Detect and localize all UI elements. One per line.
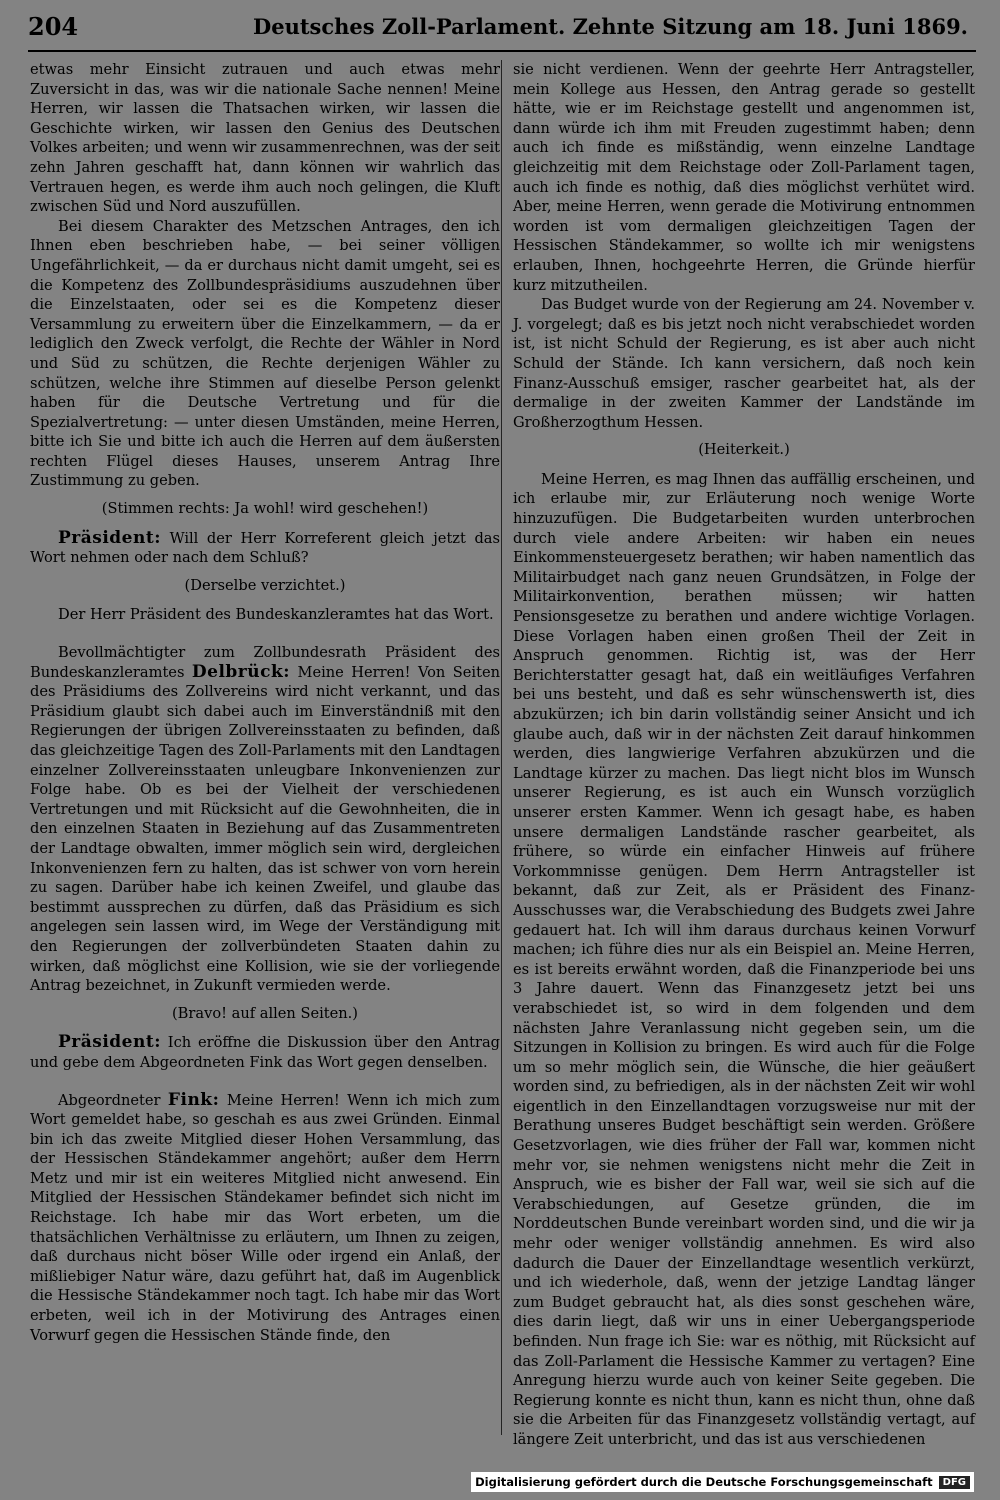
paragraph-text: Das Budget wurde von der Regierung am 24. November v. J. vorgelegt; daß es bis jetzt noch nicht verabschiedet worden ist, ist nicht Schuld der Regierung, es ist aber auch nicht Schuld der Stände. Ich kann versichern, daß noch kein Finanz-Ausschuß emsiger, rascher gearbeitet hat, als der dermalige in der zweiten Kammer der Landstände im Großherzogthum Hessen.: [513, 296, 975, 431]
right-column: [513, 60, 975, 1450]
speaker-name: Delbrück:: [191, 661, 291, 682]
paragraph: [30, 529, 500, 568]
running-title: Deutsches Zoll-Parlament. Zehnte Sitzung am 18. Juni 1869.: [253, 14, 968, 39]
paragraph-text: Meine Herren! Wenn ich mich zum Wort gemeldet habe, so geschah es aus zwei Gründen. Einmal bin ich das zweite Mitglied dieser Hohen Versammlung, das der Hessischen Ständekammer angehört; außer dem Herrn Metz und mir ist ein weiteres Mitglied nicht anwesend. Ein Mitglied der Hessischen Ständekamer befindet sich nicht im Reichstage. Ich habe mir das Wort erbeten, um die thatsächlichen Verhältnisse zu erläutern, um Ihnen zu zeigen, daß durchaus nicht böser Wille oder irgend ein Anlaß, der mißliebiger Natur wäre, dazu geführt hat, daß im Augenblick die Hessische Ständekammer noch tagt. Ich habe mir das Wort erbeten, weil ich in der Motivirung des Antrages einen Vorwurf gegen die Hessischen Stände finde, den: [30, 1091, 500, 1344]
speaker-title: Bevollmächtigter zum Zollbundesrath Präsident des Bundeskanzleramtes: [30, 644, 500, 681]
paragraph-text: Meine Herren! Von Seiten des Präsidiums des Zollvereins wird nicht verkannt, und das Präsidium glaubt sich dabei auch im Einverständniß mit den Regierungen der übrigen Zollvereinsstaaten zu befinden, daß das gleichzeitige Tagen des Zoll-Parlaments mit den Landtagen einzelner Zollvereinsstaaten unleugbare Inkonvenienzen zur Folge habe. Ob es bei der Vielheit der verschiedenen Vertretungen und mit Rücksicht auf die Gewohnheiten, die in den einzelnen Staaten in Beziehung auf das Zusammentreten der Landtage obwalten, immer möglich sein wird, dergleichen Inkonvenienzen fern zu halten, das ist schwer von vorn herein zu sagen. Darüber habe ich keinen Zweifel, und glaube das bestimmt aussprechen zu dürfen, daß das Präsidium es sich angelegen sein lassen wird, im Wege der Verständigung mit den Regierungen der zollverbündeten Staaten dahin zu wirken, daß möglichst eine Kollision, wie sie der vorliegende Antrag bezeichnet, in Zukunft vermieden werde.: [30, 663, 500, 995]
left-column: [30, 60, 500, 1345]
paragraph: [30, 217, 500, 491]
footer-credit: [471, 1472, 974, 1492]
paragraph: [513, 470, 975, 1450]
page-header: [28, 12, 976, 46]
paragraph-text: (Derselbe verzichtet.): [184, 576, 346, 594]
paragraph: [30, 605, 500, 625]
paragraph-text: sie nicht verdienen. Wenn der geehrte Herr Antragsteller, mein Kollege aus Hessen, den Antrag gerade so gestellt hätte, wie er im Reichstage gestellt und angenommen ist, dann würde ich ihm mit Freuden zugestimmt haben; denn auch ich finde es mißständig, wenn einzelne Landtage gleichzeitig mit dem Reichstage oder Zoll-Parlament tagen, auch ich finde es nothig, daß dies möglichst verhütet wird. Aber, meine Herren, wenn gerade die Motivirung entnommen worden ist vom dermaligen gleichzeitigen Tagen der Hessischen Ständekammer, so wollte ich mir wenigstens erlauben, Ihnen, hochgeehrte Herren, die Gründe hierfür kurz mitzutheilen.: [513, 61, 975, 294]
paragraph-text: etwas mehr Einsicht zutrauen und auch etwas mehr Zuversicht in das, was wir die nationale Sache nennen! Meine Herren, wir lassen die Thatsachen wirken, wir lassen die Geschichte wirken, wir lassen den Genius des Deutschen Volkes arbeiten; und wenn wir zusammenrechnen, was der seit zehn Jahren geschafft hat, dann können wir wahrlich das Vertrauen hegen, es werde ihm auch noch gelingen, die Kluft zwischen Süd und Nord auszufüllen.: [30, 61, 500, 216]
paragraph: [513, 60, 975, 295]
page-number: 204: [28, 12, 79, 41]
paragraph-text: (Heiterkeit.): [698, 441, 790, 459]
paragraph-text: (Bravo! auf allen Seiten.): [171, 1004, 358, 1022]
speaker-name: Präsident:: [58, 527, 161, 548]
stage-direction: [30, 1004, 500, 1024]
speaker-title: Abgeordneter: [58, 1091, 168, 1109]
header-rule: [28, 50, 976, 52]
dfg-logo-icon: DFG: [939, 1476, 970, 1489]
stage-direction: [513, 440, 975, 460]
stage-direction: [30, 499, 500, 519]
paragraph: [30, 643, 500, 996]
paragraph-text: Bei diesem Charakter des Metzschen Antrages, den ich Ihnen eben beschrieben habe, — bei seiner völligen Ungefährlichkeit, — da er durchaus nicht damit umgeht, sei es die Kompetenz des Zollbundespräsidiums auszudehnen über die Einzelstaaten, oder sei es die Kompetenz dieser Versammlung zu erweitern über die Einzelkammern, — da er lediglich den Zweck verfolgt, die Rechte der Wähler in Nord und Süd zu schützen, die Rechte derjenigen Wähler zu schützen, welche ihre Stimmen auf dieselbe Person gelenkt haben für die Deutsche Vertretung und für die Spezialvertretung: — unter diesen Umständen, meine Herren, bitte ich Sie und bitte ich auch die Herren auf dem äußersten rechten Flügel dieses Hauses, unserem Antrag Ihre Zustimmung zu geben.: [30, 217, 500, 490]
paragraph: [30, 60, 500, 217]
speaker-name: Fink:: [167, 1089, 220, 1110]
stage-direction: [30, 576, 500, 596]
paragraph-text: Ich eröffne die Diskussion über den Antrag und gebe dem Abgeordneten Fink das Wort gegen denselben.: [30, 1034, 500, 1071]
paragraph-text: (Stimmen rechts: Ja wohl! wird geschehen!): [101, 500, 429, 518]
paragraph-text: Will der Herr Korreferent gleich jetzt das Wort nehmen oder nach dem Schluß?: [30, 529, 500, 567]
paragraph: [30, 1033, 500, 1072]
paragraph-text: Meine Herren, es mag Ihnen das auffällig erscheinen, und ich erlaube mir, zur Erläuterung noch wenige Worte hinzuzufügen. Die Budgetarbeiten wurden unterbrochen durch viele andere Arbeiten: wir haben ein neues Einkommensteuergesetz berathen; wir haben namentlich das Militairbudget nach ganz neuen Grundsätzen, in Folge der Militairkonvention, berathen müssen; wir hatten Pensionsgesetze zu berathen und andere wichtige Vorlagen. Diese Vorlagen haben einen großen Theil der Zeit in Anspruch genommen. Richtig ist, was der Herr Berichterstatter gesagt hat, daß ein weitläufiges Verfahren bei uns besteht, und daß es sehr wünschenswerth ist, dies abzukürzen; ich bin darin vollständig seiner Ansicht und ich glaube auch, daß wir in der nächsten Zeit darauf hinkommen werden, dies langwierige Verfahren abzukürzen und die Landtage kürzer zu machen. Das liegt nicht blos im Wunsch unserer Regierung, es ist auch ein Wunsch vorzüglich unserer ersten Kammer. Wenn ich gesagt habe, es haben unsere dermaligen Landstände rascher gearbeitet, als frühere, so würde ein einfacher Hinweis auf frühere Vorkommnisse genügen. Dem Herrn Antragsteller ist bekannt, daß zur Zeit, als er Präsident des Finanz-Ausschusses war, die Verabschiedung des Budgets zwei Jahre gedauert hat. Ich will ihm daraus durchaus keinen Vorwurf machen; ich führe dies nur als ein Beispiel an. Meine Herren, es ist bereits erwähnt worden, daß die Finanzperiode bei uns 3 Jahre dauert. Wenn das Finanzgesetz jetzt bei uns verabschiedet ist, so wird in dem folgenden und dem nächsten Jahre Veranlassung nicht gegeben sein, um die Sitzungen in Kollision zu bringen. Es wird auch für die Folge um so mehr möglich sein, die Wünsche, die hier geäußert worden sind, zu befriedigen, als in der nächsten Zeit wir wohl eigentlich in den Einzellandtagen vorzugsweise nur mit der Berathung unseres Budget beschäftigt sein werden. Größere Gesetzvorlagen, wie dies früher der Fall war, kommen nicht mehr vor, sie nehmen wenigstens nicht mehr die Zeit in Anspruch, wie es bisher der Fall war, weil sie sich auf die Verabschiedungen, auf Gesetze gründen, die im Norddeutschen Bunde vereinbart worden sind, und die wir ja mehr oder weniger vollständig annehmen. Es wird also dadurch die Dauer der Einzellandtage wesentlich verkürzt, und ich wiederhole, daß, wenn der jetzige Landtag länger zum Budget gebraucht hat, als dies sonst geschehen wäre, dies darin liegt, daß wir uns in einer Uebergangsperiode befinden. Nun frage ich Sie: war es nöthig, mit Rücksicht auf das Zoll-Parlament die Hessische Kammer zu vertagen? Eine Anregung hierzu wurde auch von keiner Seite gegeben. Die Regierung konnte es nicht thun, kann es nicht thun, ohne daß sie die Arbeiten für das Finanzgesetz vollständig vertagt, auf längere Zeit unterbricht, und das ist aus verschiedenen: [513, 470, 975, 1448]
paragraph: [30, 1091, 500, 1346]
column-divider: [501, 60, 502, 1435]
footer-text: Digitalisierung gefördert durch die Deutsche Forschungsgemeinschaft: [475, 1475, 933, 1489]
paragraph: [513, 295, 975, 432]
speaker-name: Präsident:: [58, 1032, 161, 1053]
paragraph-text: Der Herr Präsident des Bundeskanzleramtes hat das Wort.: [58, 606, 494, 624]
